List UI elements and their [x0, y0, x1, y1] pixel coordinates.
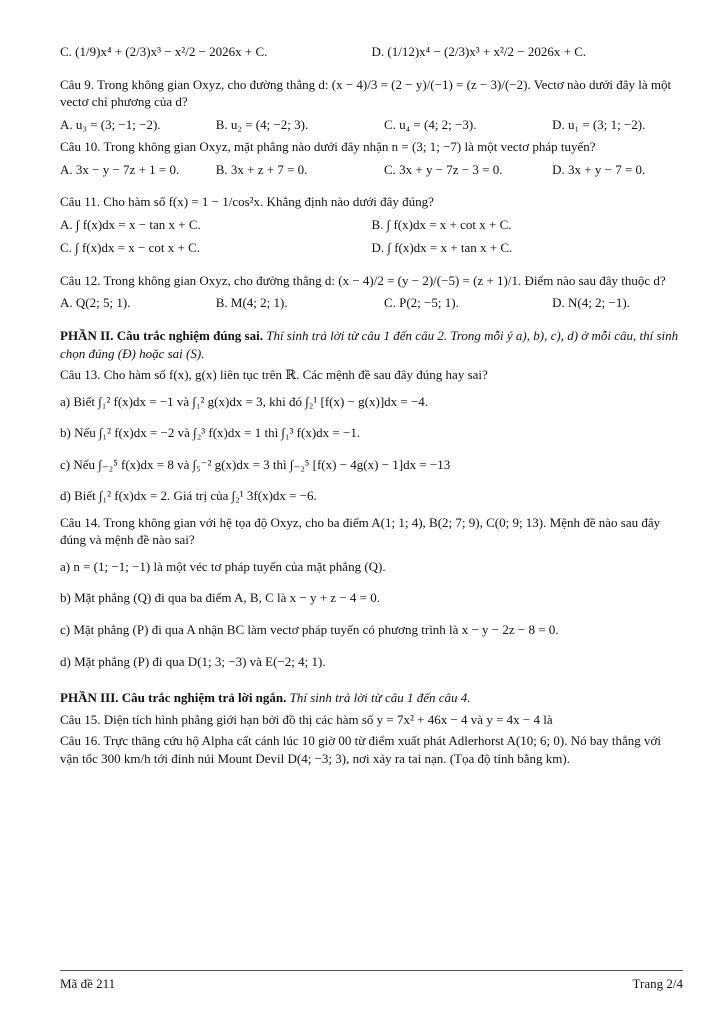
q8-option-c: C. (1/9)x⁴ + (2/3)x³ − x²/2 − 2026x + C.	[60, 44, 268, 59]
q13-stem: Câu 13. Cho hàm số f(x), g(x) liên tục trên ℝ. Các mệnh đề sau đây đúng hay sai?	[60, 367, 488, 383]
part3-heading	[60, 687, 683, 709]
q13-statement-c: c) Nếu ∫₋₂⁵ f(x)dx = 8 và ∫₅⁻² g(x)dx = 3 thì ∫₋₂⁵ [f(x) − 4g(x) − 1]dx = −13	[60, 456, 451, 472]
part2-heading	[60, 325, 683, 364]
q12-option-a: A. Q(2; 5; 1).	[60, 295, 131, 311]
page-footer	[60, 970, 683, 993]
q11-option-d: D. ∫ f(x)dx = x + tan x + C.	[371, 240, 513, 256]
q10-option-a: A. 3x − y − 7z + 1 = 0.	[60, 161, 180, 177]
q12-stem: Câu 12. Trong không gian Oxyz, cho đường thẳng d: (x − 4)/2 = (y − 2)/(−5) = (z + 1)/1. Điểm nào sau đây thuộc d?	[60, 272, 666, 288]
q12-options	[60, 291, 683, 315]
q11-option-a: A. ∫ f(x)dx = x − tan x + C.	[60, 216, 201, 232]
q10-options	[60, 158, 683, 182]
q11-option-b: B. ∫ f(x)dx = x + cot x + C.	[371, 216, 512, 232]
q15-stem: Câu 15. Diện tích hình phẳng giới hạn bởi đồ thị các hàm số y = 7x² + 46x − 4 và y = 4x − 4 là	[60, 711, 553, 727]
q11-options-row2	[60, 236, 683, 260]
q10-option-b: B. 3x + z + 7 = 0.	[215, 161, 308, 177]
q11-options-row1	[60, 213, 683, 237]
q14-statement-b: b) Mặt phẳng (Q) đi qua ba điểm A, B, C là x − y + z − 4 = 0.	[60, 590, 380, 606]
q14-statement-c: c) Mặt phẳng (P) đi qua A nhận BC làm vectơ pháp tuyến có phương trình là x − y − 2z − 8 = 0.	[60, 622, 559, 638]
part3-instructions: Thí sinh trả lời từ câu 1 đến câu 4.	[289, 690, 471, 706]
q8-option-d: D. (1/12)x⁴ − (2/3)x³ + x²/2 − 2026x + C.	[371, 44, 587, 59]
q9-option-d: D. u₁ = (3; 1; −2).	[552, 116, 646, 132]
q14-statement-d: d) Mặt phẳng (P) đi qua D(1; 3; −3) và E(−2; 4; 1).	[60, 653, 326, 669]
part2-instructions: Thí sinh trả lời từ câu 1 đến câu 2. Trong mỗi ý a), b), c), d) ở mỗi câu, thí sinh chọn đúng (Đ) hoặc sai (S).	[60, 328, 679, 361]
q13-statement-a: a) Biết ∫₁² f(x)dx = −1 và ∫₁² g(x)dx = 3, khi đó ∫₂¹ [f(x) − g(x)]dx = −4.	[60, 393, 429, 409]
q14-stem: Câu 14. Trong không gian với hệ tọa độ Oxyz, cho ba điểm A(1; 1; 4), B(2; 7; 9), C(0; 9; 13). Mệnh đề nào sau đây đúng và mệnh đề nào sai?	[60, 514, 661, 548]
q9-stem: Câu 9. Trong không gian Oxyz, cho đường thẳng d: (x − 4)/3 = (2 − y)/(−1) = (z − 3)/(−2). Vectơ nào dưới đây là một vectơ chỉ phương của d?	[60, 76, 672, 110]
q12-option-d: D. N(4; 2; −1).	[552, 295, 630, 311]
q9-option-a: A. u₃ = (3; −1; −2).	[60, 116, 161, 132]
q11-stem: Câu 11. Cho hàm số f(x) = 1 − 1/cos²x. Khẳng định nào dưới đây đúng?	[60, 194, 434, 210]
q10-stem: Câu 10. Trong không gian Oxyz, mặt phẳng nào dưới đây nhận n = (3; 1; −7) là một vectơ pháp tuyến?	[60, 139, 596, 155]
q13-statement-d: d) Biết ∫₁² f(x)dx = 2. Giá trị của ∫₂¹ 3f(x)dx = −6.	[60, 488, 317, 504]
page-number: Trang 2/4	[632, 976, 683, 991]
exam-code: Mã đề 211	[60, 976, 116, 991]
q14-statement-a: a) n = (1; −1; −1) là một véc tơ pháp tuyến của mặt phẳng (Q).	[60, 558, 386, 574]
q12-option-c: C. P(2; −5; 1).	[383, 295, 459, 311]
q13-statement-b: b) Nếu ∫₁² f(x)dx = −2 và ∫₂³ f(x)dx = 1 thì ∫₁³ f(x)dx = −1.	[60, 425, 361, 441]
q8-options	[60, 40, 683, 64]
q11-option-c: C. ∫ f(x)dx = x − cot x + C.	[60, 240, 201, 256]
q10-option-c: C. 3x + y − 7z − 3 = 0.	[383, 161, 503, 177]
q9-options	[60, 113, 683, 137]
q16-stem: Câu 16. Trực thăng cứu hộ Alpha cất cánh lúc 10 giờ 00 từ điểm xuất phát Adlerhorst A(10; 6; 0). Nó bay thẳng với vận tốc 300 km/h tới đỉnh núi Mount Devil D(4; −3; 3), nơi xảy ra tai nạn. (Tọa độ tính bằng km).	[60, 733, 662, 766]
q9-option-b: B. u₂ = (4; −2; 3).	[215, 116, 309, 132]
part2-title: PHẦN II. Câu trắc nghiệm đúng sai.	[60, 328, 263, 344]
q10-option-d: D. 3x + y − 7 = 0.	[552, 161, 646, 177]
q12-option-b: B. M(4; 2; 1).	[215, 295, 288, 311]
part3-title: PHẦN III. Câu trắc nghiệm trả lời ngắn.	[60, 690, 287, 706]
q9-option-c: C. u₄ = (4; 2; −3).	[383, 116, 477, 132]
